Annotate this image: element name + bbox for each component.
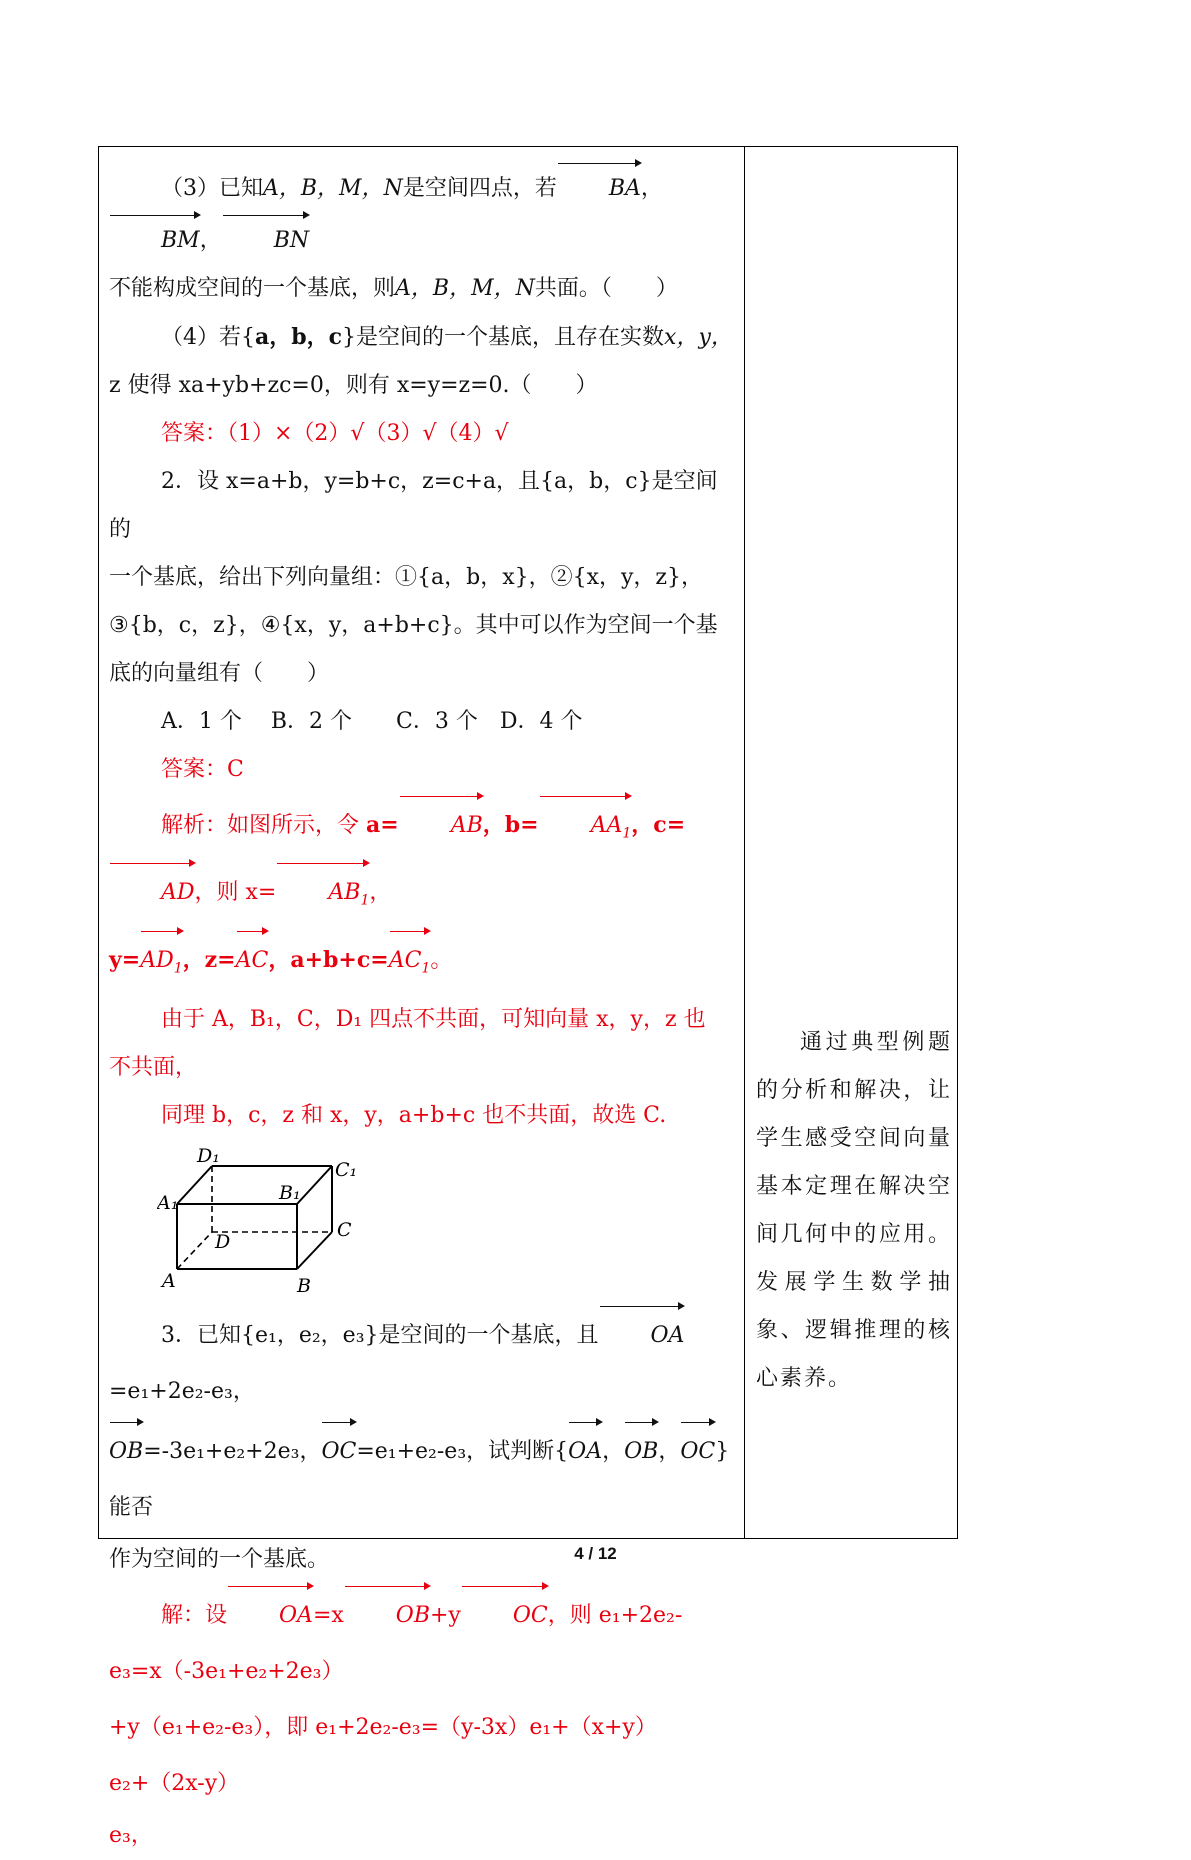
q1-3-line1: （3）已知A，B，M，N是空间四点，若 BA，BM， BN [109, 161, 734, 265]
fig-label-d1: D₁ [197, 1145, 220, 1168]
fig-label-c1: C₁ [335, 1159, 358, 1182]
analysis-line2: $y=AD_1$，z=AC，$a+b+c=AC_1$。 [109, 929, 734, 996]
fig-label-a1: A₁ [157, 1192, 179, 1215]
vector-bm: BM [109, 213, 200, 265]
vector-ba: BA [557, 161, 641, 213]
q3-line2: OB=-3e₁+e₂+2e₃，OC=e₁+e₂-e₃，试判断{OA，OB，OC}能否 [109, 1420, 734, 1536]
vector-bn: BN [222, 213, 309, 265]
q3-line3: 作为空间的一个基底。 [109, 1547, 330, 1573]
cuboid-figure [157, 1144, 387, 1294]
fig-label-a: A [162, 1270, 176, 1293]
analysis-line1: 解析：如图所示，令 a= AB，$b= AA_1$，c=AD，则 $x= AB_1$， [109, 794, 734, 929]
teaching-purpose-text: 通过典型例题的分析和解决，让学生感受空间向量基本定理在解决空间几何中的应用。发展学生数学抽象、逻辑推理的核心素养。 [756, 1030, 952, 1391]
answer-1: 答案：（1）×（2）√（3）√（4）√ [161, 421, 509, 446]
fig-label-b: B [297, 1275, 311, 1295]
page-number: 4 / 12 [574, 1544, 617, 1563]
fig-label-c: C [337, 1219, 352, 1242]
left-column [109, 161, 734, 1860]
q1-4-line2: z 使得 xa+yb+zc=0，则有 x=y=z=0.（ ） [109, 373, 598, 398]
q2-line2: 一个基底，给出下列向量组：①{a，b，x}，②{x，y，z}， [109, 565, 704, 590]
answer-2: 答案：C [161, 757, 244, 782]
analysis-line3: 由于 A，B₁，C，D₁ 四点不共面，可知向量 x，y，z 也 [161, 1007, 706, 1033]
analysis-line5: 同理 b，c，z 和 x，y，a+b+c 也不共面，故选 C. [161, 1103, 667, 1129]
q2-line1: 2．设 x=a+b，y=b+c，z=c+a，且{a，b，c}是空间的 [109, 469, 718, 542]
solution-line3: e₃， [109, 1823, 153, 1849]
q2-options: A．1 个 B．2 个 C．3 个 D．4 个 [161, 709, 583, 734]
fig-label-b1: B₁ [279, 1182, 301, 1205]
solution-line1: 解：设 OA=x OB+y OC，则 e₁+2e₂-e₃=x（-3e₁+e₂+2e₃） [109, 1584, 734, 1700]
right-column-note [756, 1019, 952, 1403]
fig-label-d: D [215, 1231, 231, 1254]
solution-line2: +y（e₁+e₂-e₃），即 e₁+2e₂-e₃=（y-3x）e₁+（x+y）e₂+（2x-y） [109, 1715, 657, 1797]
q2-line3: ③{b，c，z}，④{x，y，a+b+c}。其中可以作为空间一个基 [109, 613, 718, 638]
q3-line1: 3．已知{e₁，e₂，e₃}是空间的一个基底，且 OA=e₁+2e₂-e₃， [109, 1304, 734, 1420]
q2-line4: 底的向量组有（ ） [109, 661, 330, 686]
q1-4-line1: （4）若{a，b，c}是空间的一个基底，且存在实数x，y， [161, 324, 733, 350]
q1-3-line2: 不能构成空间的一个基底，则A，B，M，N共面。（ ） [109, 276, 678, 301]
analysis-line4: 不共面， [109, 1055, 198, 1081]
column-divider [744, 147, 745, 1538]
